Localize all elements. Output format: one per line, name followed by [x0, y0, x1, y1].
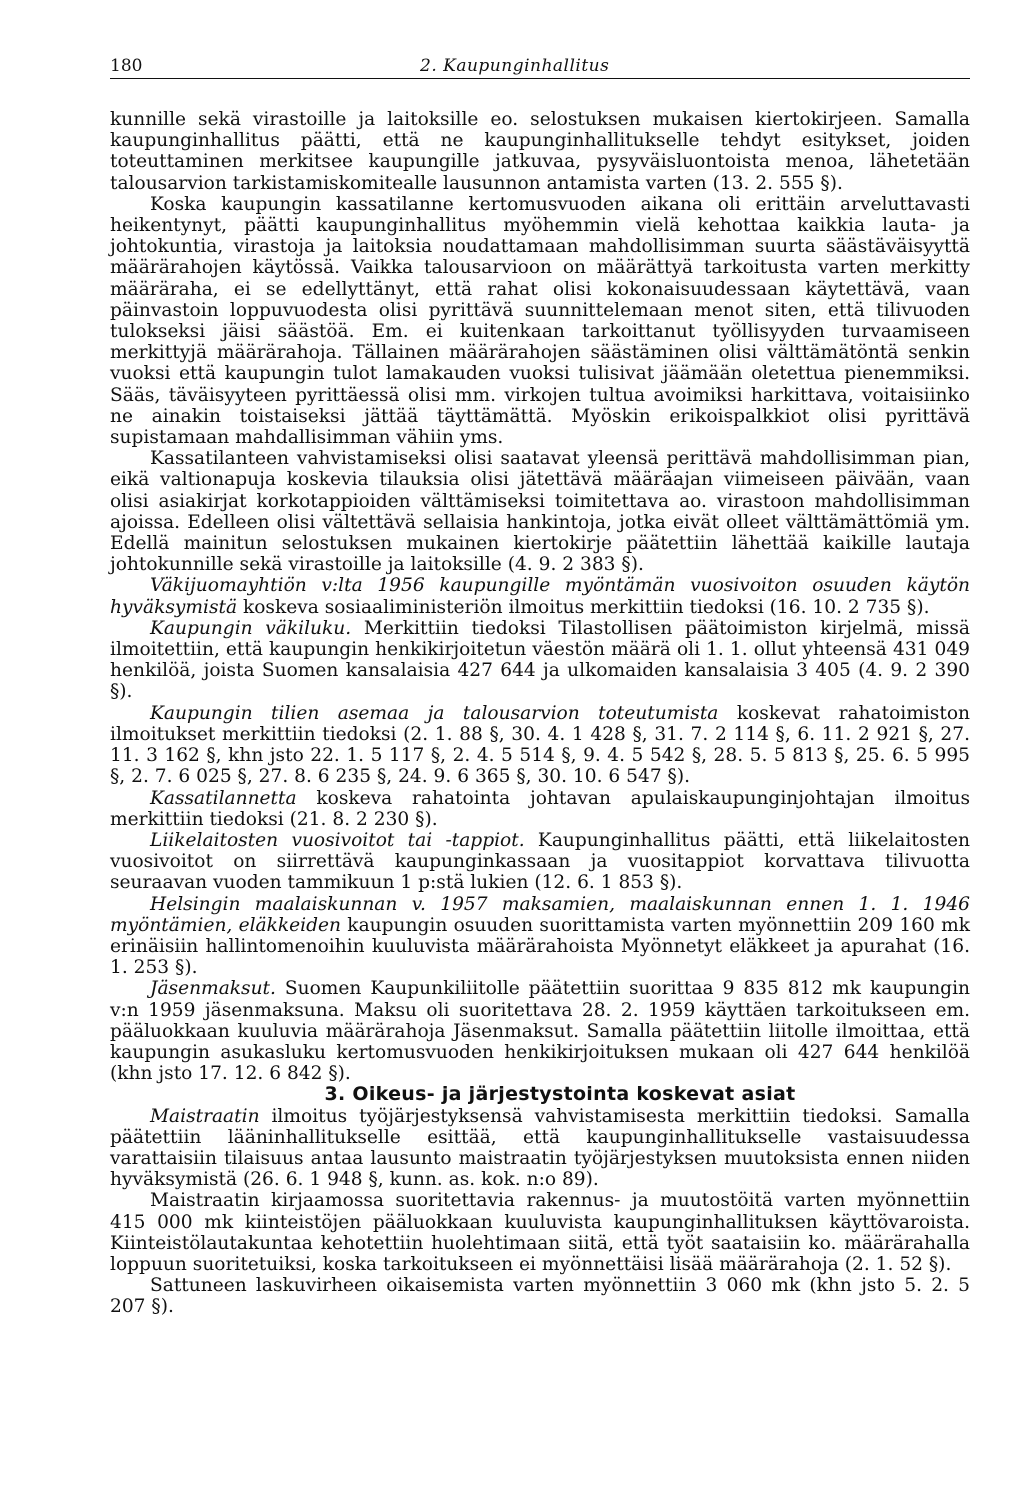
- paragraph-lead: Jäsenmaksut.: [150, 978, 276, 1000]
- paragraph: Kassatilanteen vahvistamiseksi olisi saatavat yleensä perittävä mahdollisimman pian, eikä valtionapuja koskevia tilauksia olisi jätettävä määräajan viimeiseen päivään, vaan olisi asiakirjat korkotappioiden välttämiseksi toimitettava ao. virastoon mahdollisimman ajoissa. Edelleen olisi vältettävä sellaisia hankintoja, jotka eivät olleet välttämättömiä ym. Edellä mainitun selostuksen mukainen kiertokirje päätettiin lähettää kaikille lautaja johtokunnille sekä virastoille ja laitoksille (4. 9. 2 383 §).: [110, 448, 970, 576]
- paragraph: Kassatilannetta koskeva rahatointa johtavan apulaiskaupunginjohtajan ilmoitus merkittiin tiedoksi (21. 8. 2 230 §).: [110, 787, 970, 830]
- paragraph: Väkijuomayhtiön v:lta 1956 kaupungille myöntämän vuosivoiton osuuden käytön hyväksymistä koskeva sosiaaliministeriön ilmoitus merkittiin tiedoksi (16. 10. 2 735 §).: [110, 575, 970, 618]
- paragraph: Maistraatin kirjaamossa suoritettavia rakennus- ja muutostöitä varten myönnettiin 415 000 mk kiinteistöjen pääluokkaan kuuluvista kaupunginhallituksen käyttövaroista. Kiinteistölautakuntaa kehotettiin huolehtimaan siitä, että työt saataisiin ko. määrärahalla loppuun suoritetuiksi, koska tarkoitukseen ei myönnettäisi lisää määrärahoja (2. 1. 52 §).: [110, 1190, 970, 1275]
- paragraph: Kaupungin väkiluku. Merkittiin tiedoksi Tilastollisen päätoimiston kirjelmä, missä ilmoitettiin, että kaupungin henkikirjoitetun väestön määrä oli 1. 1. ollut yhteensä 431 049 henkilöä, joista Suomen kansalaisia 427 644 ja ulkomaiden kansalaisia 3 405 (4. 9. 2 390 §).: [110, 617, 970, 703]
- paragraph: Sattuneen laskuvirheen oikaisemista varten myönnettiin 3 060 mk (khn jsto 5. 2. 5 207 §).: [110, 1275, 970, 1318]
- section-heading: 3. Oikeus- ja järjestystointa koskevat asiat: [324, 1083, 796, 1106]
- paragraph: Kaupungin tilien asemaa ja talousarvion toteutumista koskevat rahatoimiston ilmoitukset merkittiin tiedoksi (2. 1. 88 §, 30. 4. 1 428 §, 31. 7. 2 114 §, 6. 11. 2 921 §, 27. 11. 3 162 §, khn jsto 22. 1. 5 117 §, 2. 4. 5 514 §, 9. 4. 5 542 §, 28. 5. 5 813 §, 25. 6. 5 995 §, 2. 7. 6 025 §, 27. 8. 6 235 §, 24. 9. 6 365 §, 30. 10. 6 547 §).: [110, 702, 970, 788]
- paragraph: Liikelaitosten vuosivoitot tai -tappiot. Kaupunginhallitus päätti, että liikelaitosten vuosivoitot on siirrettävä kaupunginkassaan ja vuositappiot korvattava tilivuotta seuraavan vuoden tammikuun 1 p:stä lukien (12. 6. 1 853 §).: [110, 829, 970, 894]
- paragraph-lead: Kaupungin tilien asemaa ja talousarvion toteutumista: [150, 702, 719, 724]
- page-content: [110, 109, 970, 1318]
- paragraph-lead: Helsingin maalaiskunnan v. 1957 maksamien, maalaiskunnan ennen 1. 1. 1946 myöntämien, eläkkeiden: [110, 893, 970, 936]
- paragraph-lead: Kaupungin väkiluku.: [150, 617, 352, 639]
- paragraph-lead: Maistraatin: [150, 1105, 260, 1127]
- paragraph-lead: Liikelaitosten vuosivoitot tai -tappiot.: [150, 829, 525, 851]
- paragraph: Maistraatin ilmoitus työjärjestyksensä vahvistamisesta merkittiin tiedoksi. Samalla päätettiin lääninhallitukselle esittää, että kaupunginhallitukselle vastaisuudessa varattaisiin tilaisuus antaa lausunto maistraatin työjärjestyksen muutoksista ennen niiden hyväksymistä (26. 6. 1 948 §, kunn. as. kok. n:o 89).: [110, 1105, 970, 1191]
- paragraph: Koska kaupungin kassatilanne kertomusvuoden aikana oli erittäin arveluttavasti heikentynyt, päätti kaupunginhallitus myöhemmin vielä kehottaa kaikkia lauta- ja johtokuntia, virastoja ja laitoksia noudattamaan mahdollisimman suurta säästäväisyyttä määrärahojen käytössä. Vaikka talousarvioon on määrättyä tarkoitusta varten merkitty määräraha, ei se edellyttänyt, että rahat olisi kokonaisuudessaan käytettävä, vaan päinvastoin loppuvuodesta olisi pyrittävä suunnittelemaan menot siten, että tilivuoden tulokseksi jäisi säästöä. Em. ei kuitenkaan tarkoittanut työllisyyden turvaamiseen merkittyjä määrärahoja. Tällainen määrärahojen säästäminen olisi välttämätöntä senkin vuoksi että kaupungin tulot lamakauden vuoksi tulisivat jäämään oletettua pienemmiksi. Sääs, täväisyyteen pyrittäessä olisi mm. virkojen tultua avoimiksi harkittava, voitaisiinko ne ainakin toistaiseksi jättää täyttämättä. Myöskin erikoispalkkiot olisi pyrittävä supistamaan mahdallisimman vähiin yms.: [110, 193, 970, 449]
- paragraph-lead: Väkijuomayhtiön v:lta 1956 kaupungille myöntämän vuosivoiton osuuden käytön hyväksymistä: [110, 575, 970, 618]
- paragraph: Jäsenmaksut. Suomen Kaupunkiliitolle päätettiin suorittaa 9 835 812 mk kaupungin v:n 1959 jäsenmaksuna. Maksu oli suoritettava 28. 2. 1959 käyttäen tarkoitukseen em. pääluokkaan kuuluvia määrärahoja Jäsenmaksut. Samalla päätettiin liitolle ilmoittaa, että kaupungin asukasluku kertomusvuoden henkikirjoituksen mukaan oli 427 644 henkilöä (khn jsto 17. 12. 6 842 §).: [110, 978, 970, 1085]
- page-header: [110, 52, 970, 79]
- paragraph-lead: Kassatilannetta: [150, 787, 297, 809]
- page-number: 180: [110, 56, 143, 76]
- running-title: 2. Kaupunginhallitus: [420, 56, 610, 76]
- paragraph: Helsingin maalaiskunnan v. 1957 maksamien, maalaiskunnan ennen 1. 1. 1946 myöntämien, eläkkeiden kaupungin osuuden suorittamista varten myönnettiin 209 160 mk erinäisiin hallintomenoihin kuuluvista määrärahoista Myönnetyt eläkkeet ja apurahat (16. 1. 253 §).: [110, 893, 970, 979]
- paragraph: kunnille sekä virastoille ja laitoksille eo. selostuksen mukaisen kiertokirjeen. Samalla kaupunginhallitus päätti, että ne kaupunginhallitukselle tehdyt esitykset, joiden toteuttaminen merkitsee kaupungille jatkuvaa, pysyväisluontoista menoa, lähetetään talousarvion tarkistamiskomitealle lausunnon antamista varten (13. 2. 555 §).: [110, 109, 970, 194]
